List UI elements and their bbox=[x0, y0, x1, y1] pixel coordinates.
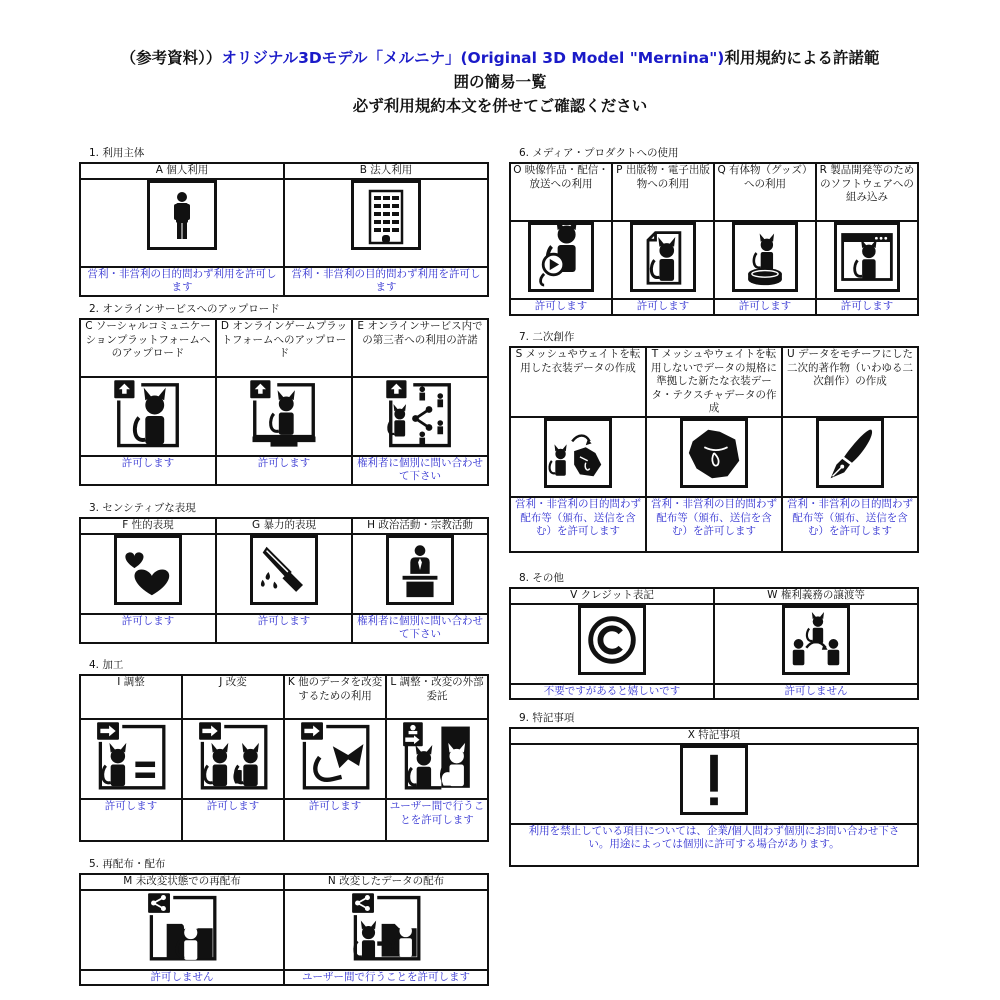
permission-table bbox=[79, 162, 489, 297]
title-model-name: オリジナル3Dモデル「メルニナ」(Original 3D Model "Mernina") bbox=[221, 49, 725, 67]
item-header-i: I 調整 bbox=[80, 675, 182, 719]
result-t: 営利・非営利の目的問わず配布等（頒布、送信を含む）を許可します bbox=[646, 497, 782, 552]
result-f: 許可します bbox=[80, 614, 216, 643]
item-header-t: T メッシュやウェイトを転用しないでデータの規格に準拠した新たな衣装データ・テクスチャデータの作成 bbox=[646, 347, 782, 417]
section-other bbox=[509, 571, 919, 700]
section-usage-subject bbox=[79, 146, 489, 297]
outsource-icon bbox=[402, 720, 472, 790]
item-header-p: P 出版物・電子出版物への利用 bbox=[612, 163, 714, 221]
item-header-j: J 改変 bbox=[182, 675, 284, 719]
section-label: 8. その他 bbox=[519, 572, 564, 584]
redistribute-icon bbox=[147, 891, 217, 963]
section-label: 6. メディア・プロダクトへの使用 bbox=[519, 147, 679, 159]
section-label: 3. センシティブな表現 bbox=[89, 502, 196, 514]
permission-table bbox=[509, 727, 919, 867]
item-header-g: G 暴力的表現 bbox=[216, 518, 352, 534]
distribute-modified-icon bbox=[351, 891, 421, 963]
section-media-products bbox=[509, 146, 919, 316]
result-l: ユーザー間で行うことを許可します bbox=[386, 799, 488, 841]
item-header-x: X 特記事項 bbox=[510, 728, 918, 744]
modify-icon bbox=[198, 720, 268, 790]
publication-icon bbox=[630, 222, 696, 292]
section-label: 2. オンラインサービスへのアップロード bbox=[89, 303, 280, 315]
adjust-icon bbox=[96, 720, 166, 790]
permission-table bbox=[509, 346, 919, 553]
result-r: 許可します bbox=[816, 299, 918, 315]
exclamation-icon bbox=[680, 745, 748, 815]
section-label: 7. 二次創作 bbox=[519, 331, 575, 343]
podium-icon bbox=[386, 535, 454, 605]
costume-convert-icon bbox=[544, 418, 612, 488]
section-processing bbox=[79, 658, 489, 842]
costume-icon bbox=[680, 418, 748, 488]
person-icon bbox=[147, 180, 217, 250]
building-icon bbox=[351, 180, 421, 250]
section-label: 4. 加工 bbox=[89, 659, 124, 671]
title-line-1 bbox=[0, 46, 1000, 70]
permission-table bbox=[79, 318, 489, 486]
item-header-l: L 調整・改変の外部委託 bbox=[386, 675, 488, 719]
item-header-e: E オンラインサービス内での第三者への利用の許諾 bbox=[352, 319, 488, 377]
item-header-v: V クレジット表記 bbox=[510, 588, 714, 604]
result-v: 不要ですがあると嬉しいです bbox=[510, 684, 714, 700]
permission-table bbox=[79, 873, 489, 986]
title-prefix: （参考資料）） bbox=[120, 49, 222, 67]
pen-icon bbox=[816, 418, 884, 488]
result-u: 営利・非営利の目的問わず配布等（頒布、送信を含む）を許可します bbox=[782, 497, 918, 552]
result-e: 権利者に個別に問い合わせて下さい bbox=[352, 456, 488, 485]
page-title bbox=[0, 46, 1000, 118]
hearts-icon bbox=[114, 535, 182, 605]
figure-icon bbox=[732, 222, 798, 292]
permission-table bbox=[79, 674, 489, 842]
permission-table bbox=[79, 517, 489, 644]
section-label: 9. 特記事項 bbox=[519, 712, 575, 724]
item-header-k: K 他のデータを改変するための利用 bbox=[284, 675, 386, 719]
item-header-f: F 性的表現 bbox=[80, 518, 216, 534]
section-label: 1. 利用主体 bbox=[89, 147, 145, 159]
result-s: 営利・非営利の目的問わず配布等（頒布、送信を含む）を許可します bbox=[510, 497, 646, 552]
result-j: 許可します bbox=[182, 799, 284, 841]
result-c: 許可します bbox=[80, 456, 216, 485]
item-header-b: B 法人利用 bbox=[284, 163, 488, 179]
software-icon bbox=[834, 222, 900, 292]
result-d: 許可します bbox=[216, 456, 352, 485]
copyright-icon bbox=[578, 605, 646, 675]
item-header-w: W 権利義務の譲渡等 bbox=[714, 588, 918, 604]
section-derivative-works bbox=[509, 330, 919, 553]
result-x: 利用を禁止している項目については、企業/個人問わず個別にお問い合わせ下さい。用途によっては個別に許可する場合があります。 bbox=[510, 824, 918, 866]
parts-icon bbox=[300, 720, 370, 790]
upload-game-icon bbox=[248, 378, 320, 448]
section-sensitive-expression bbox=[79, 501, 489, 644]
item-header-u: U データをモチーフにした二次的著作物（いわゆる二次創作）の作成 bbox=[782, 347, 918, 417]
section-redistribution bbox=[79, 857, 489, 986]
permission-table bbox=[509, 162, 919, 316]
result-w: 許可しません bbox=[714, 684, 918, 700]
title-notice: 必ず利用規約本文を併せてご確認ください bbox=[352, 97, 648, 115]
section-online-upload bbox=[79, 302, 489, 486]
item-header-c: C ソーシャルコミュニケーションプラットフォームへのアップロード bbox=[80, 319, 216, 377]
item-header-r: R 製品開発等のためのソフトウェアへの組み込み bbox=[816, 163, 918, 221]
result-k: 許可します bbox=[284, 799, 386, 841]
item-header-n: N 改変したデータの配布 bbox=[284, 874, 488, 890]
item-header-q: Q 有体物（グッズ）への利用 bbox=[714, 163, 816, 221]
result-n: ユーザー間で行うことを許可します bbox=[284, 970, 488, 986]
section-special-notes bbox=[509, 711, 919, 867]
item-header-o: O 映像作品・配信・放送への利用 bbox=[510, 163, 612, 221]
video-icon bbox=[528, 222, 594, 292]
permission-table bbox=[509, 587, 919, 700]
result-m: 許可しません bbox=[80, 970, 284, 986]
upload-share-icon bbox=[384, 378, 456, 448]
item-header-h: H 政治活動・宗教活動 bbox=[352, 518, 488, 534]
item-header-d: D オンラインゲームプラットフォームへのアップロード bbox=[216, 319, 352, 377]
title-suffix: 利用規約による許諾範 bbox=[724, 49, 880, 67]
result-i: 許可します bbox=[80, 799, 182, 841]
result-o: 許可します bbox=[510, 299, 612, 315]
title-line-2: 囲の簡易一覧 bbox=[453, 73, 547, 91]
item-header-s: S メッシュやウェイトを転用した衣装データの作成 bbox=[510, 347, 646, 417]
result-g: 許可します bbox=[216, 614, 352, 643]
upload-social-icon bbox=[112, 378, 184, 448]
transfer-icon bbox=[782, 605, 850, 675]
item-header-m: M 未改変状態での再配布 bbox=[80, 874, 284, 890]
knife-icon bbox=[250, 535, 318, 605]
item-header-a: A 個人利用 bbox=[80, 163, 284, 179]
result-h: 権利者に個別に問い合わせて下さい bbox=[352, 614, 488, 643]
section-label: 5. 再配布・配布 bbox=[89, 858, 166, 870]
result-q: 許可します bbox=[714, 299, 816, 315]
result-b: 営利・非営利の目的問わず利用を許可します bbox=[284, 267, 488, 296]
result-a: 営利・非営利の目的問わず利用を許可します bbox=[80, 267, 284, 296]
result-p: 許可します bbox=[612, 299, 714, 315]
